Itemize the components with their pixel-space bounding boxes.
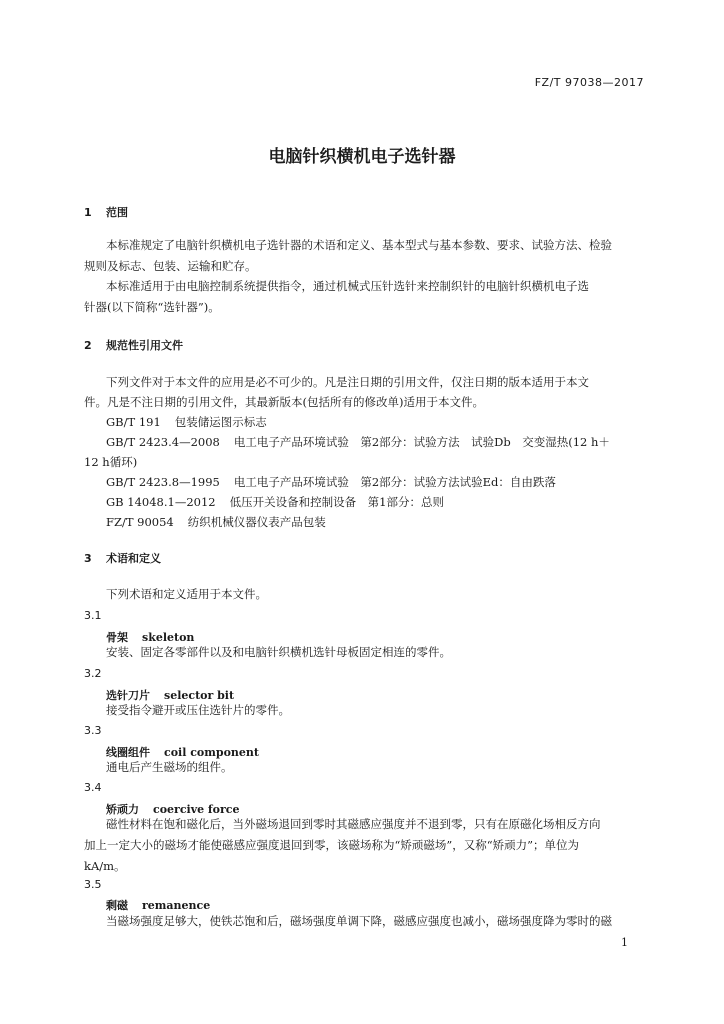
term-english: remanence [142,899,211,912]
section-title: 规范性引用文件 [106,339,183,352]
term-chinese: 剩磁 [106,899,128,912]
term-definition: 安装、固定各零部件以及和电脑针织横机选针母板固定相连的零件。 [106,645,451,659]
term-heading [106,897,210,913]
paragraph-line: 针器(以下简称“选针器”)。 [84,300,220,314]
reference-continuation: 12 h循环) [84,455,138,469]
reference-code: GB/T 2423.8—1995 [106,475,220,489]
term-chinese: 矫顽力 [106,803,139,816]
paragraph-line: 下列术语和定义适用于本文件。 [106,587,267,601]
term-definition: 接受指令避开或压住选针片的零件。 [106,703,290,717]
section-3-heading [84,550,161,566]
section-title: 范围 [106,206,128,219]
clause-number: 3.5 [84,878,102,891]
reference-title: 低压开关设备和控制设备 第1部分：总则 [229,495,444,509]
reference-code: GB 14048.1—2012 [106,495,216,509]
term-definition: 当磁场强度足够大，使铁芯饱和后，磁场强度单调下降，磁感应强度也减小，磁场强度降为零时的磁 [106,914,612,928]
normative-reference [106,413,267,432]
clause-number: 3.3 [84,724,102,737]
section-number: 1 [84,206,92,219]
normative-reference [106,493,444,512]
paragraph-line: 下列文件对于本文件的应用是必不可少的。凡是注日期的引用文件，仅注日期的版本适用于本文 [106,375,589,389]
clause-number: 3.2 [84,667,102,680]
normative-reference [106,513,326,532]
reference-code: GB/T 2423.4—2008 [106,435,220,449]
section-number: 2 [84,339,92,352]
clause-number: 3.4 [84,781,102,794]
paragraph-line: 规则及标志、包装、运输和贮存。 [84,259,257,273]
reference-code: GB/T 191 [106,415,161,429]
reference-title: 包装储运图示标志 [174,415,267,429]
term-chinese: 选针刀片 [106,689,150,702]
paragraph-line: 件。凡是不注日期的引用文件，其最新版本(包括所有的修改单)适用于本文件。 [84,395,484,409]
document-title: 电脑针织横机电子选针器 [268,147,456,167]
term-english: coil component [164,746,259,759]
term-chinese: 骨架 [106,631,128,644]
normative-reference [106,433,610,452]
standard-code: FZ/T 97038—2017 [534,76,644,89]
section-title: 术语和定义 [106,552,161,565]
reference-title: 电工电子产品环境试验 第2部分：试验方法试验Ed：自由跌落 [233,475,556,489]
normative-reference [106,473,556,492]
term-english: skeleton [142,631,195,644]
term-chinese: 线圈组件 [106,746,150,759]
term-definition: kA/m。 [84,859,126,873]
section-1-heading [84,204,128,220]
section-number: 3 [84,552,92,565]
term-definition: 通电后产生磁场的组件。 [106,760,233,774]
reference-title: 纺织机械仪器仪表产品包装 [187,515,326,529]
term-definition: 加上一定大小的磁场才能使磁感应强度退回到零，该磁场称为“矫顽磁场”，又称“矫顽力”；单位为 [84,838,580,852]
term-definition: 磁性材料在饱和磁化后，当外磁场退回到零时其磁感应强度并不退到零，只有在原磁化场相反方向 [106,817,601,831]
term-english: selector bit [164,689,235,702]
page-number: 1 [621,936,628,949]
reference-title: 电工电子产品环境试验 第2部分：试验方法 试验Db 交变湿热(12 h＋ [233,435,610,449]
section-2-heading [84,337,183,353]
clause-number: 3.1 [84,609,102,622]
term-english: coercive force [153,803,240,816]
paragraph-line: 本标准适用于由电脑控制系统提供指令，通过机械式压针选针来控制织针的电脑针织横机电子选 [106,279,589,293]
reference-code: FZ/T 90054 [106,515,174,529]
paragraph-line: 本标准规定了电脑针织横机电子选针器的术语和定义、基本型式与基本参数、要求、试验方法、检验 [106,238,612,252]
